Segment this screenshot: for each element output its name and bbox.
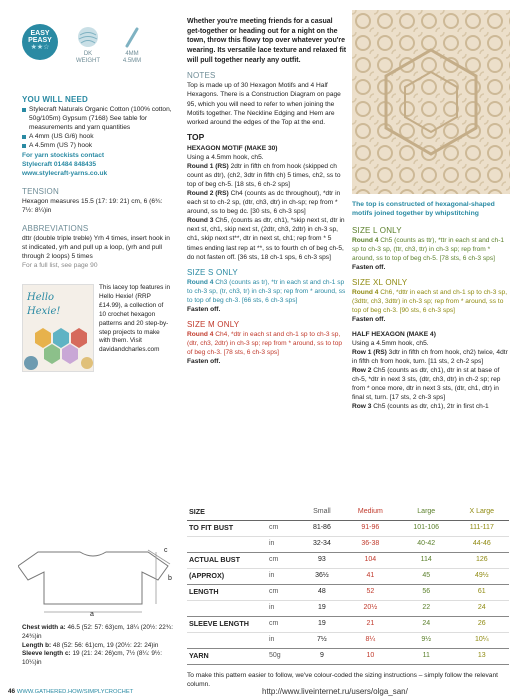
size-m-fasten: Fasten off. (187, 358, 221, 366)
row-value: 126 (475, 556, 488, 564)
book-text: This lacey top features in Hello Hexie! (RRP £14.99), a collection of 10 crochet hexagon patterns and 20 step-by-step projects to make with them. Visit davidandcharles.com (99, 284, 171, 354)
row-value: 36-38 (361, 540, 380, 548)
page-number: 46 (8, 688, 16, 695)
half-row-3: Row 3 Ch5 (counts as dtr, ch1), 2tr in first ch-1 (352, 403, 489, 411)
table-row (187, 568, 509, 584)
yarn-weight: DK WEIGHT (74, 26, 102, 64)
row-unit: cm (269, 524, 279, 532)
list-item: A 4.5mm (US 7) hook (22, 141, 172, 150)
header-large: Large (417, 507, 436, 515)
book-promo (22, 284, 172, 372)
table-row (187, 520, 509, 536)
size-m-round-4: Round 4 Ch4, *dtr in each st and ch-1 sp to ch-3 sp, (dtr, ch3, 2dtr) in ch-3 sp; rep from * around, ss to top of beg ch-3. [78 sts, 6 ch-3 sps] (187, 331, 343, 357)
row-unit: cm (269, 620, 279, 628)
row-value: 36½ (315, 572, 329, 580)
watermark: http://www.liveinternet.ru/users/olga_san/ (262, 687, 408, 696)
table-note: To make this pattern easier to follow, we've colour-coded the sizing instructions – simply follow the relevant column. (187, 671, 498, 688)
header-medium: Medium (357, 507, 383, 515)
row-value: 19 (317, 604, 326, 612)
table-row (187, 536, 509, 552)
top-title: TOP (187, 131, 205, 142)
table-row (187, 648, 509, 664)
label-c: c (164, 547, 168, 554)
row-value: 41 (366, 572, 375, 580)
row-label: TO FIT BUST (189, 523, 234, 533)
tension-text: Hexagon measures 15.5 (17: 19: 21) cm, 6 (6¾: 7½: 8¼)in (22, 197, 163, 214)
row-label: ACTUAL BUST (189, 555, 240, 565)
table-row (187, 584, 509, 600)
site-link[interactable]: WWW.GATHERED.HOW/SIMPLYCROCHET (16, 689, 134, 695)
size-l-fasten: Fasten off. (352, 264, 386, 272)
row-label: SLEEVE LENGTH (189, 619, 249, 629)
difficulty-badge: EASY PEASY ★★☆ (22, 24, 58, 60)
size-s-fasten: Fasten off. (187, 306, 221, 314)
row-value: 24 (477, 604, 486, 612)
half-row-2: Row 2 Ch5 (counts as dtr, ch1), dtr in st at base of ch-5, *dtr in next 3 sts, (dtr, ch3, dtr) in ch-2 sp; rep from * once more, dtr in next 3 sts, (dtr, ch1, dtr) in final st, turn. [17 sts, 2 ch-3 sps] (352, 366, 501, 402)
row-label (187, 536, 267, 552)
size-xl-title: SIZE XL ONLY (352, 278, 408, 288)
half-hexagon-intro: Using a 4.5mm hook, ch5. (352, 339, 429, 347)
row-value: 21 (366, 620, 375, 628)
you-will-need-title: YOU WILL NEED (22, 95, 89, 104)
row-unit: in (269, 540, 275, 548)
abbreviations-text: dttr (double triple treble) Yrh 4 times, insert hook in st indicated, yrh and pull up a loop, (yrh and pull through 2 loops) 5 times (22, 235, 170, 261)
round-2: Round 2 (RS) Ch4 (counts as dc throughout), *dtr in each st to ch-2 sp, (dtr, ch3, dtr) in ch-sp; rep from * around, ss to beg dc. [30 sts, 6 ch-3 sps] (187, 189, 341, 216)
notes-text: Top is made up of 30 Hexagon Motifs and 4 Half Hexagons. There is a Construction Diagram on page 95, which you will need to refer to when joining the Motifs together. The Neckline Edging and Hem are worked around the edges of the Top at the end. (187, 82, 341, 126)
row-value: 9 (319, 652, 324, 660)
garment-diagram (18, 540, 188, 620)
header-size: SIZE (189, 506, 205, 516)
table-row (187, 616, 509, 632)
header-small: Small (313, 507, 331, 515)
size-table (187, 504, 509, 689)
abbreviations-more: For a full list, see page 90 (22, 262, 98, 270)
abbreviations-section (22, 223, 172, 270)
row-value: 19 (317, 620, 326, 628)
table-row (187, 600, 509, 616)
crochet-hook-icon (121, 26, 143, 48)
size-l-title: SIZE L ONLY (352, 225, 402, 235)
page-footer (8, 688, 133, 697)
row-unit: cm (269, 588, 279, 596)
row-unit: in (269, 604, 275, 612)
row-value: 111-117 (469, 524, 494, 532)
stockists-link[interactable]: www.stylecraft-yarns.co.uk (22, 169, 108, 177)
tension-title: TENSION (22, 186, 59, 196)
left-column (22, 24, 172, 372)
abbreviations-title: ABBREVIATIONS (22, 224, 89, 233)
row-value: 56 (422, 588, 431, 596)
row-value: 49½ (474, 572, 489, 580)
row-value: 9½ (421, 636, 432, 644)
notes-title: NOTES (187, 71, 216, 81)
row-unit: 50g (269, 652, 281, 660)
round-1: Round 1 (RS) 2dtr in fifth ch from hook (skipped ch count as dtr), (ch2, 3dtr in fifth ch) 5 times, ch2, ss to top of beg ch-5. [18 sts, 6 ch-2 sps] (187, 162, 341, 188)
label-b: b (168, 575, 172, 582)
row-label (187, 600, 267, 616)
stockists-phone: Stylecraft 01484 848435 (22, 160, 97, 168)
row-value: 10¼ (474, 636, 489, 644)
size-l-round-4: Round 4 Ch5 (counts as ttr), *ttr in each st and ch-1 sp to ch-3 sp, (ttr, ch3, ttr) in ch-3 sp; rep from * around, ss to top of beg ch-5. [78 sts, 6 ch-3 sps] (352, 236, 505, 262)
header-xlarge: X Large (469, 507, 495, 515)
intro-text: Whether you're meeting friends for a casual get-together or heading out for a night on the town, throw this flowy top over whatever you're wearing. Its versatile lace texture and relaxed fit will pull together nearly any outfit. (187, 18, 347, 64)
badges (22, 24, 172, 84)
row-value: 52 (366, 588, 375, 596)
row-label: LENGTH (189, 587, 219, 597)
you-will-need-section (22, 94, 172, 178)
label-a: a (90, 611, 94, 618)
row-value: 20½ (363, 604, 378, 612)
row-value: 22 (422, 604, 431, 612)
lace-top-photo (352, 10, 510, 194)
book-cover: Hello Hexie! (22, 284, 94, 372)
motif-intro: Using a 4.5mm hook, ch5. (187, 153, 264, 161)
row-value: 101-106 (413, 524, 440, 532)
yarn-ball-icon (77, 26, 99, 48)
row-label (187, 632, 267, 648)
row-unit: cm (269, 556, 279, 564)
measurements: Chest width a: 46.5 (52: 57: 63)cm, 18¼ (20½: 22¾: 24¾)in Length b: 48 (52: 56: 61)cm, 19 (20½: 22: 24)in Sleeve length c: 19 (21: 24: 26)cm, 7½ (8¼: 9½: 10¼)in (22, 624, 173, 667)
size-xl-fasten: Fasten off. (352, 316, 386, 324)
row-value: 91-96 (361, 524, 380, 532)
photo-caption: The top is constructed of hexagonal-shaped motifs joined together by whipstitching (352, 201, 495, 218)
row-value: 8¼ (365, 636, 376, 644)
row-unit: in (269, 572, 275, 580)
hook-size: 4MM 4.5MM (118, 26, 146, 64)
row-value: 40-42 (417, 540, 436, 548)
middle-column (187, 17, 347, 372)
hexagon-swatches-image (23, 311, 94, 371)
size-m-title: SIZE M ONLY (187, 320, 240, 330)
row-label: (APPROX) (189, 571, 225, 581)
row-unit: in (269, 636, 275, 644)
list-item: Stylecraft Naturals Organic Cotton (100% cotton, 50g/105m) Gypsum (7168) See table for measurements and yarn quantities (22, 105, 172, 132)
row-value: 13 (477, 652, 486, 660)
row-value: 61 (477, 588, 486, 596)
row-value: 24 (422, 620, 431, 628)
row-value: 48 (317, 588, 326, 596)
tension-section (22, 186, 172, 215)
row-value: 11 (422, 652, 430, 660)
row-value: 81-86 (312, 524, 331, 532)
size-xl-round-4: Round 4 Ch6, *dttr in each st and ch-1 sp to ch-3 sp, (3dttr, ch3, 3dttr) in ch-3 sp; rep from * around, ss to top of beg ch-3. [90 sts, 6 ch-3 sps] (352, 289, 508, 315)
row-value: 45 (422, 572, 431, 580)
round-3: Round 3 Ch5, (counts as dtr, ch1), *skip next st, dtr in next st, ch1, skip next st, (2dtr, ch3, 2dtr) in ch-3 sp, ch1, skip next st**, dtr in next st, ch1; rep from * 5 times ending last rep at **, ss to fourth ch of beg ch-5, do not fasten off. [36 sts, 18 ch-1 sps, 6 ch-3 sps] (187, 217, 345, 261)
row-value: 44-46 (472, 540, 491, 548)
motif-title: HEXAGON MOTIF (MAKE 30) (187, 144, 278, 152)
row-value: 114 (420, 556, 432, 564)
right-column (352, 10, 510, 411)
stockists-label: For yarn stockists contact (22, 151, 105, 159)
half-row-1: Row 1 (RS) 3dtr in fifth ch from hook, ch2) twice, 4dtr in fifth ch from hook, turn. [11 sts, 2 ch-2 sps] (352, 348, 508, 365)
row-value: 7½ (317, 636, 327, 644)
half-hexagon-title: HALF HEXAGON (MAKE 4) (352, 330, 436, 338)
size-s-title: SIZE S ONLY (187, 267, 238, 277)
size-s-round-4: Round 4 Ch3 (counts as tr), *tr in each st and ch-1 sp to ch-3 sp, (tr, ch3, tr) in ch-3 sp; rep from * around, ss to top of beg ch-3. [66 sts, 6 ch-3 sps] (187, 278, 346, 304)
row-value: 32-34 (312, 540, 331, 548)
row-label: YARN (189, 651, 209, 661)
crochet-lace-image (352, 10, 510, 194)
row-value: 26 (477, 620, 486, 628)
top-outline-diagram (18, 540, 188, 620)
table-row (187, 632, 509, 648)
row-value: 93 (317, 556, 326, 564)
list-item: A 4mm (US G/6) hook (22, 132, 172, 141)
table-row (187, 552, 509, 568)
star-icons: ★★☆ (30, 44, 50, 51)
row-value: 10 (366, 652, 375, 660)
row-value: 104 (364, 556, 377, 564)
